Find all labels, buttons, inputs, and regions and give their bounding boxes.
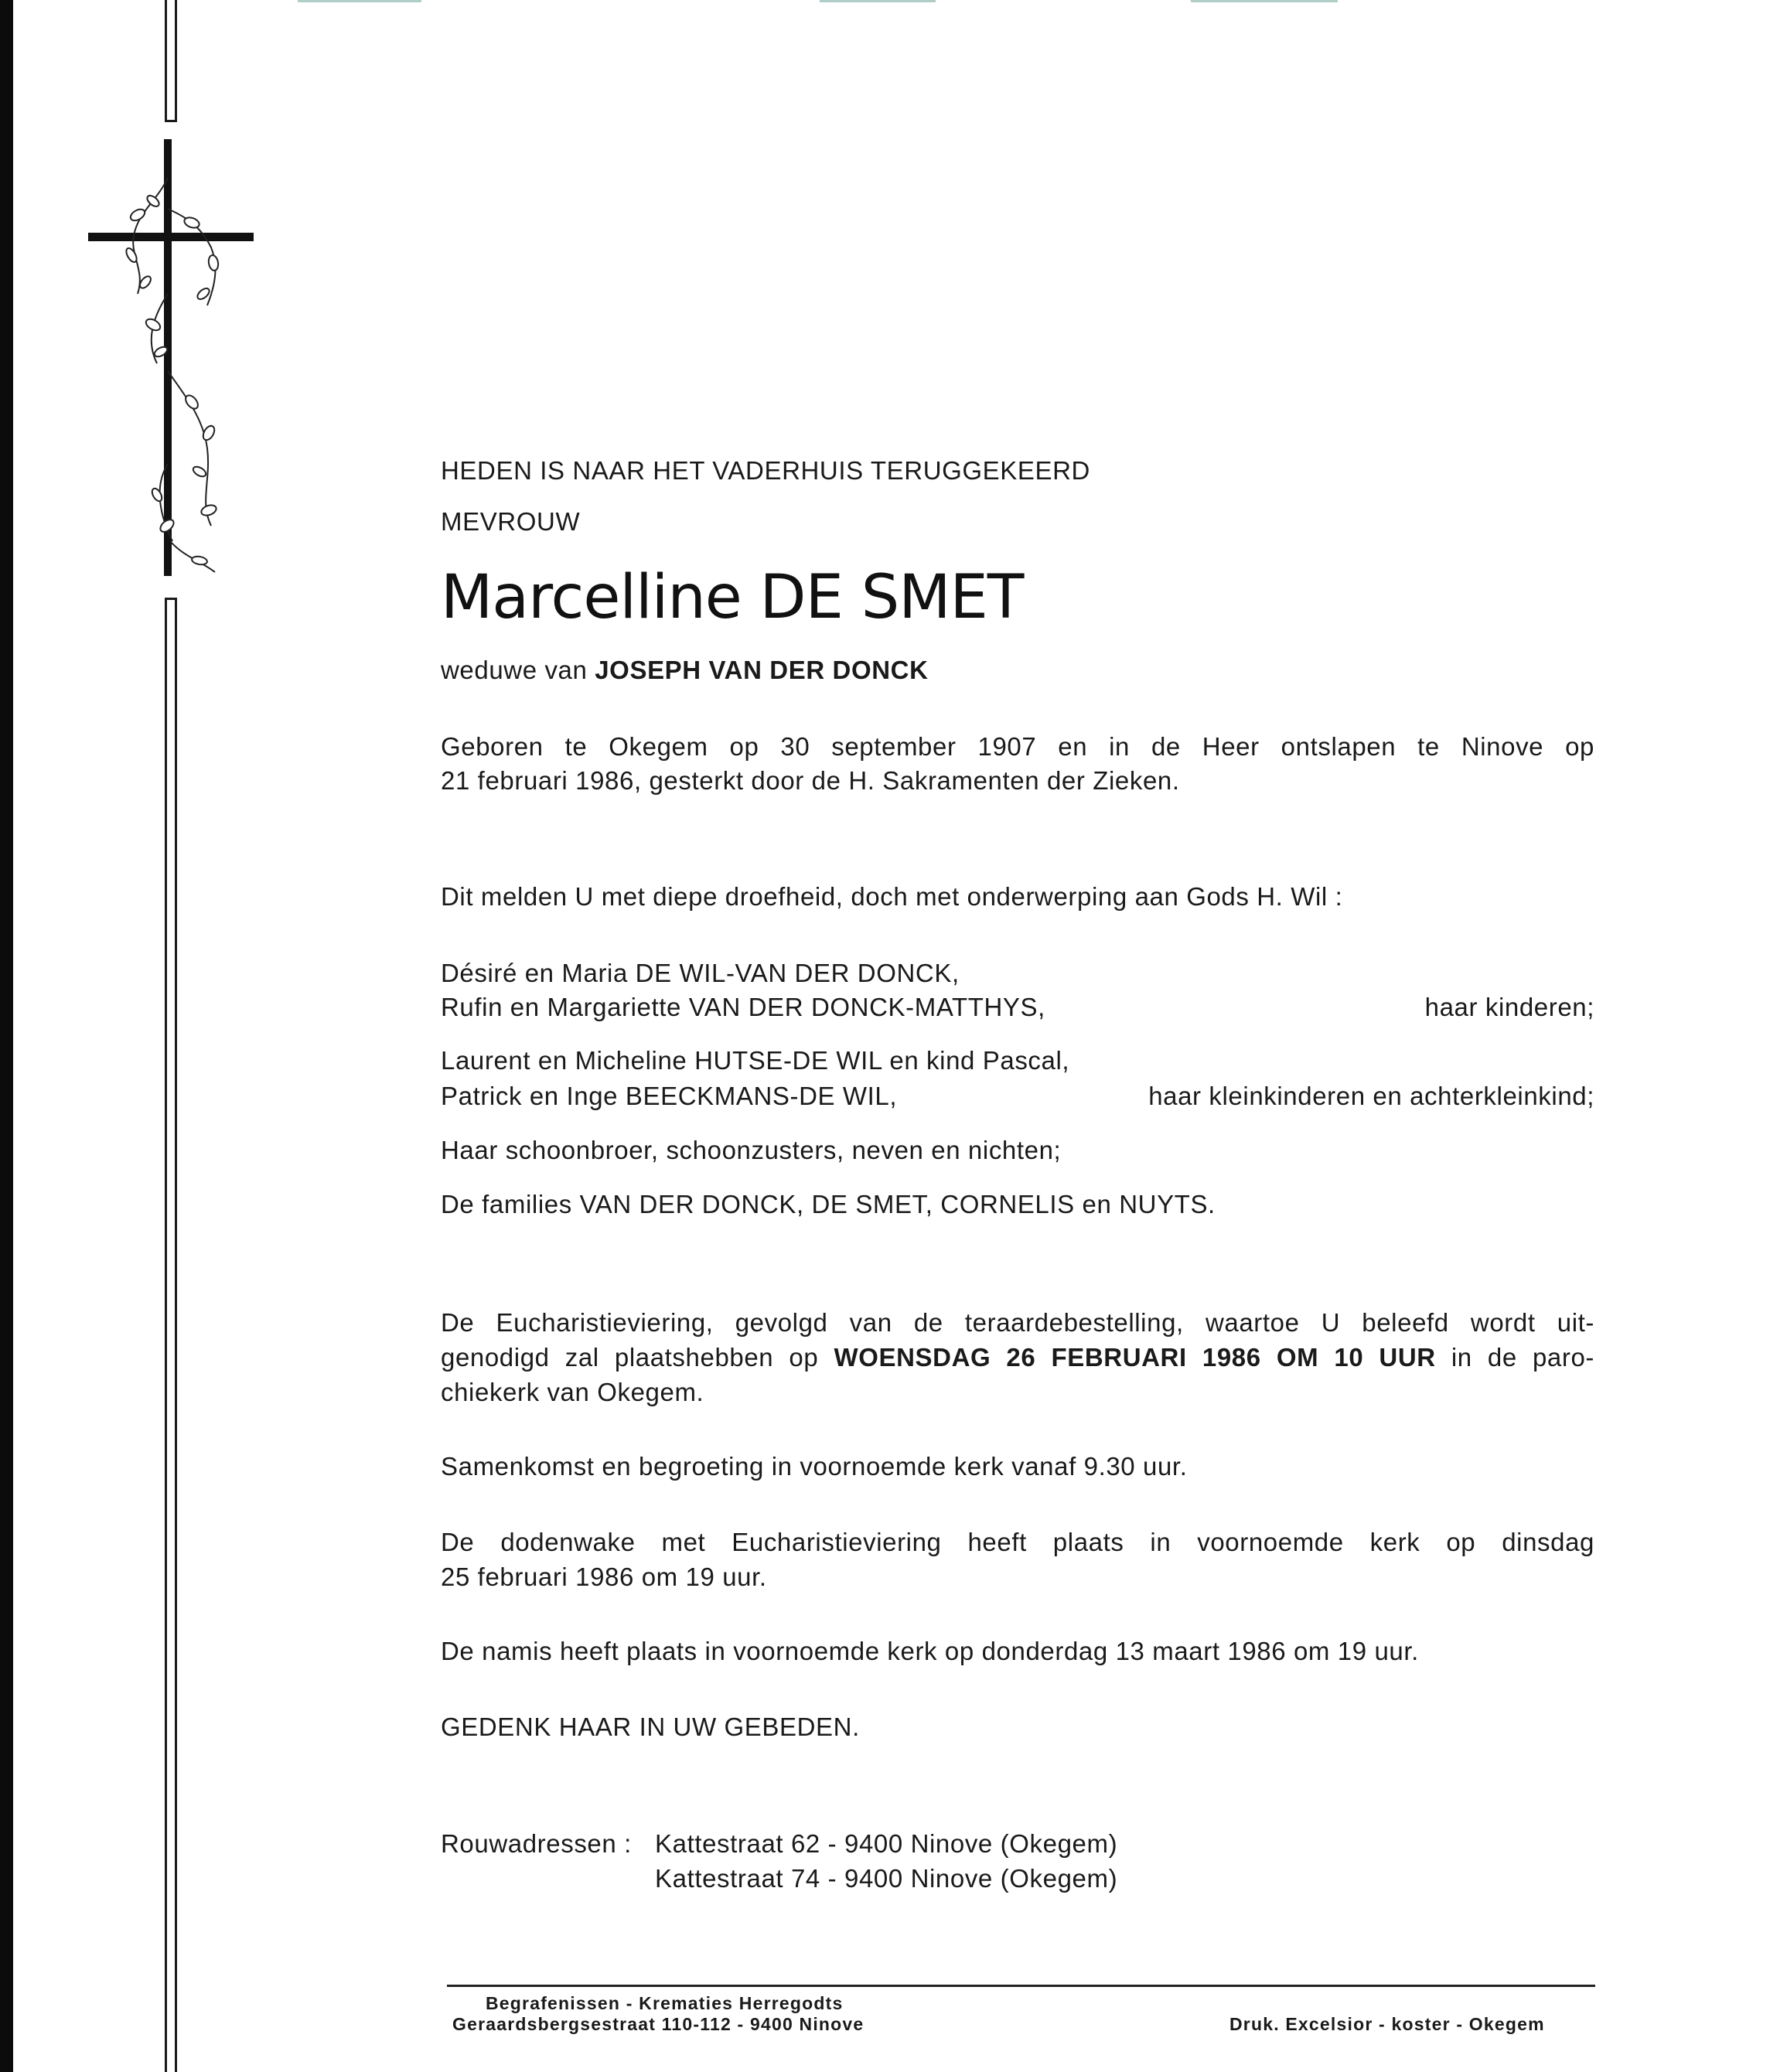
- in-laws-line: Haar schoonbroer, schoonzusters, neven en nichten;: [441, 1136, 1062, 1164]
- left-dark-edge: [0, 0, 13, 2072]
- footer-rule: [447, 1985, 1595, 1987]
- birth-line-2: 21 februari 1986, gesterkt door de H. Sakramenten der Zieken.: [441, 766, 1180, 795]
- address-label: Rouwadressen :: [441, 1829, 632, 1858]
- vigil-line-1: De dodenwake met Eucharistieviering heeft plaats in voornoemde kerk op dinsdag: [441, 1528, 1594, 1556]
- widow-prefix: weduwe van: [441, 656, 588, 684]
- widow-line: [441, 653, 929, 687]
- children-row-2: [441, 990, 1594, 1024]
- grandchildren-line-2: Patrick en Inge BEECKMANS-DE WIL,: [441, 1082, 898, 1110]
- grandchildren-row-2: [441, 1079, 1594, 1113]
- spouse-name: JOSEPH VAN DER DONCK: [595, 656, 929, 684]
- birth-line-1: Geboren te Okegem op 30 september 1907 en in de Heer ontslapen te Ninove op: [441, 732, 1594, 761]
- announcement: Dit melden U met diepe droefheid, doch met onderwerping aan Gods H. Wil :: [441, 882, 1343, 911]
- vigil-line-2: 25 februari 1986 om 19 uur.: [441, 1563, 767, 1591]
- children-role: haar kinderen;: [1424, 993, 1594, 1021]
- service-date: WOENSDAG 26 FEBRUARI 1986 OM 10 UUR: [834, 1343, 1436, 1372]
- address-1: Kattestraat 62 - 9400 Ninove (Okegem): [655, 1829, 1118, 1858]
- top-border-fragment: [820, 0, 936, 2]
- opening-line: HEDEN IS NAAR HET VADERHUIS TERUGGEKEERD: [441, 456, 1090, 485]
- namis-line: De namis heeft plaats in voornoemde kerk op donderdag 13 maart 1986 om 19 uur.: [441, 1637, 1419, 1665]
- service-line-3: chiekerk van Okegem.: [441, 1378, 704, 1406]
- families-line: De families VAN DER DONCK, DE SMET, CORNELIS en NUYTS.: [441, 1190, 1216, 1218]
- deceased-name: Marcelline DE SMET: [441, 563, 1024, 632]
- grandchildren-role: haar kleinkinderen en achterkleinkind;: [1148, 1082, 1594, 1110]
- printer-credit: Druk. Excelsior - koster - Okegem: [1229, 2014, 1545, 2034]
- undertaker-line-2: Geraardsbergsestraat 110-112 - 9400 Ninove: [452, 2014, 865, 2034]
- undertaker-line-1: Begrafenissen - Krematies Herregodts: [486, 1993, 844, 2013]
- cross-with-vine-icon: [84, 139, 261, 588]
- top-border-fragment: [298, 0, 421, 2]
- remember-line: GEDENK HAAR IN UW GEBEDEN.: [441, 1712, 860, 1741]
- salutation: MEVROUW: [441, 507, 581, 536]
- address-2: Kattestraat 74 - 9400 Ninove (Okegem): [655, 1864, 1118, 1893]
- children-line-2: Rufin en Margariette VAN DER DONCK-MATTHYS,: [441, 993, 1045, 1021]
- children-line-1: Désiré en Maria DE WIL-VAN DER DONCK,: [441, 959, 960, 987]
- service-line-2-post: in de paro-: [1451, 1343, 1594, 1372]
- vertical-border-bottom: [165, 598, 177, 2072]
- gathering-line: Samenkomst en begroeting in voornoemde kerk vanaf 9.30 uur.: [441, 1452, 1188, 1481]
- grandchildren-line-1: Laurent en Micheline HUTSE-DE WIL en kind Pascal,: [441, 1046, 1070, 1075]
- top-border-fragment: [1191, 0, 1338, 2]
- service-line-2: [441, 1341, 1594, 1375]
- vertical-border-top: [165, 0, 177, 122]
- service-line-1: De Eucharistieviering, gevolgd van de teraardebestelling, waartoe U beleefd wordt uit-: [441, 1308, 1594, 1337]
- service-line-2-pre: genodigd zal plaatshebben op: [441, 1343, 819, 1372]
